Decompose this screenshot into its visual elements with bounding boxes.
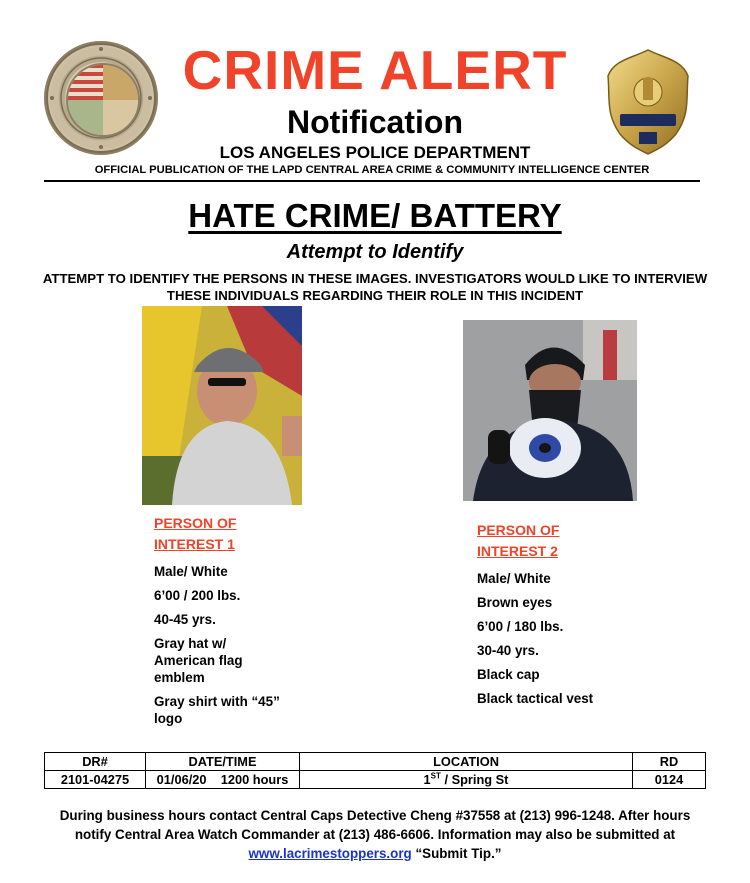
person-2-detail: Black tactical vest: [477, 691, 594, 706]
contact-info: [40, 806, 710, 863]
location-number: 1: [423, 772, 431, 787]
person-1-detail: 6’00 / 200 lbs.: [154, 588, 241, 603]
crime-subheadline: Attempt to Identify: [286, 241, 464, 263]
person-1-info: [154, 513, 334, 734]
cell-rd: 0124: [633, 771, 706, 789]
cell-date-time: [146, 771, 300, 789]
crime-headline-text: HATE CRIME/ BATTERY: [188, 197, 562, 234]
person-2-photo: [463, 320, 637, 501]
person-1-title-line1: PERSON OF: [154, 515, 237, 531]
person-2-detail: 30-40 yrs.: [477, 643, 539, 658]
cell-date: 01/06/20: [156, 772, 207, 787]
cell-time: 1200 hours: [220, 772, 289, 787]
person-1-title-line2: INTEREST 1: [154, 536, 235, 552]
person-2-info: [477, 520, 677, 714]
column-header-location: LOCATION: [300, 753, 633, 771]
column-header-rd: RD: [633, 753, 706, 771]
person-2-title-line2: INTEREST 2: [477, 543, 558, 559]
case-info-table: [44, 752, 706, 789]
crime-headline: [0, 197, 750, 235]
table-row: [45, 771, 706, 789]
person-1-detail: 40-45 yrs.: [154, 612, 216, 627]
person-2-detail: Male/ White: [477, 571, 551, 586]
person-1-detail: Gray hat w/ American flag emblem: [154, 636, 243, 685]
department-name: LOS ANGELES POLICE DEPARTMENT: [219, 143, 531, 162]
crimestoppers-link[interactable]: www.lacrimestoppers.org: [248, 846, 412, 861]
column-header-dr: DR#: [45, 753, 146, 771]
person-1-detail: Male/ White: [154, 564, 228, 579]
alert-description: ATTEMPT TO IDENTIFY THE PERSONS IN THESE IMAGES. INVESTIGATORS WOULD LIKE TO INTERVIEW THESE INDIVIDUALS REGARDING THEIR ROLE IN THIS INCIDENT: [42, 271, 708, 303]
cell-dr: 2101-04275: [45, 771, 146, 789]
person-1-detail: Gray shirt with “45” logo: [154, 694, 280, 726]
contact-text: During business hours contact Central Caps Detective Cheng #37558 at (213) 996-1248. After hours notify Central Area Watch Commander at (213) 486-6606. Information may also be submitted at: [59, 808, 691, 842]
person-2-detail: Black cap: [477, 667, 540, 682]
column-header-date-time: DATE/TIME: [146, 753, 300, 771]
contact-submit-tip: “Submit Tip.”: [411, 846, 502, 861]
publication-line: OFFICIAL PUBLICATION OF THE LAPD CENTRAL AREA CRIME & COMMUNITY INTELLIGENCE CENTER: [44, 162, 700, 182]
person-2-title-line1: PERSON OF: [477, 522, 560, 538]
alert-subtitle: Notification: [287, 104, 463, 140]
table-header-row: [45, 753, 706, 771]
cell-location: [300, 771, 633, 789]
location-superscript: ST: [430, 771, 441, 781]
person-1-photo: [142, 306, 302, 505]
person-2-detail: Brown eyes: [477, 595, 553, 610]
alert-title: CRIME ALERT: [182, 39, 568, 101]
location-street: / Spring St: [440, 772, 509, 787]
person-2-detail: 6’00 / 180 lbs.: [477, 619, 564, 634]
